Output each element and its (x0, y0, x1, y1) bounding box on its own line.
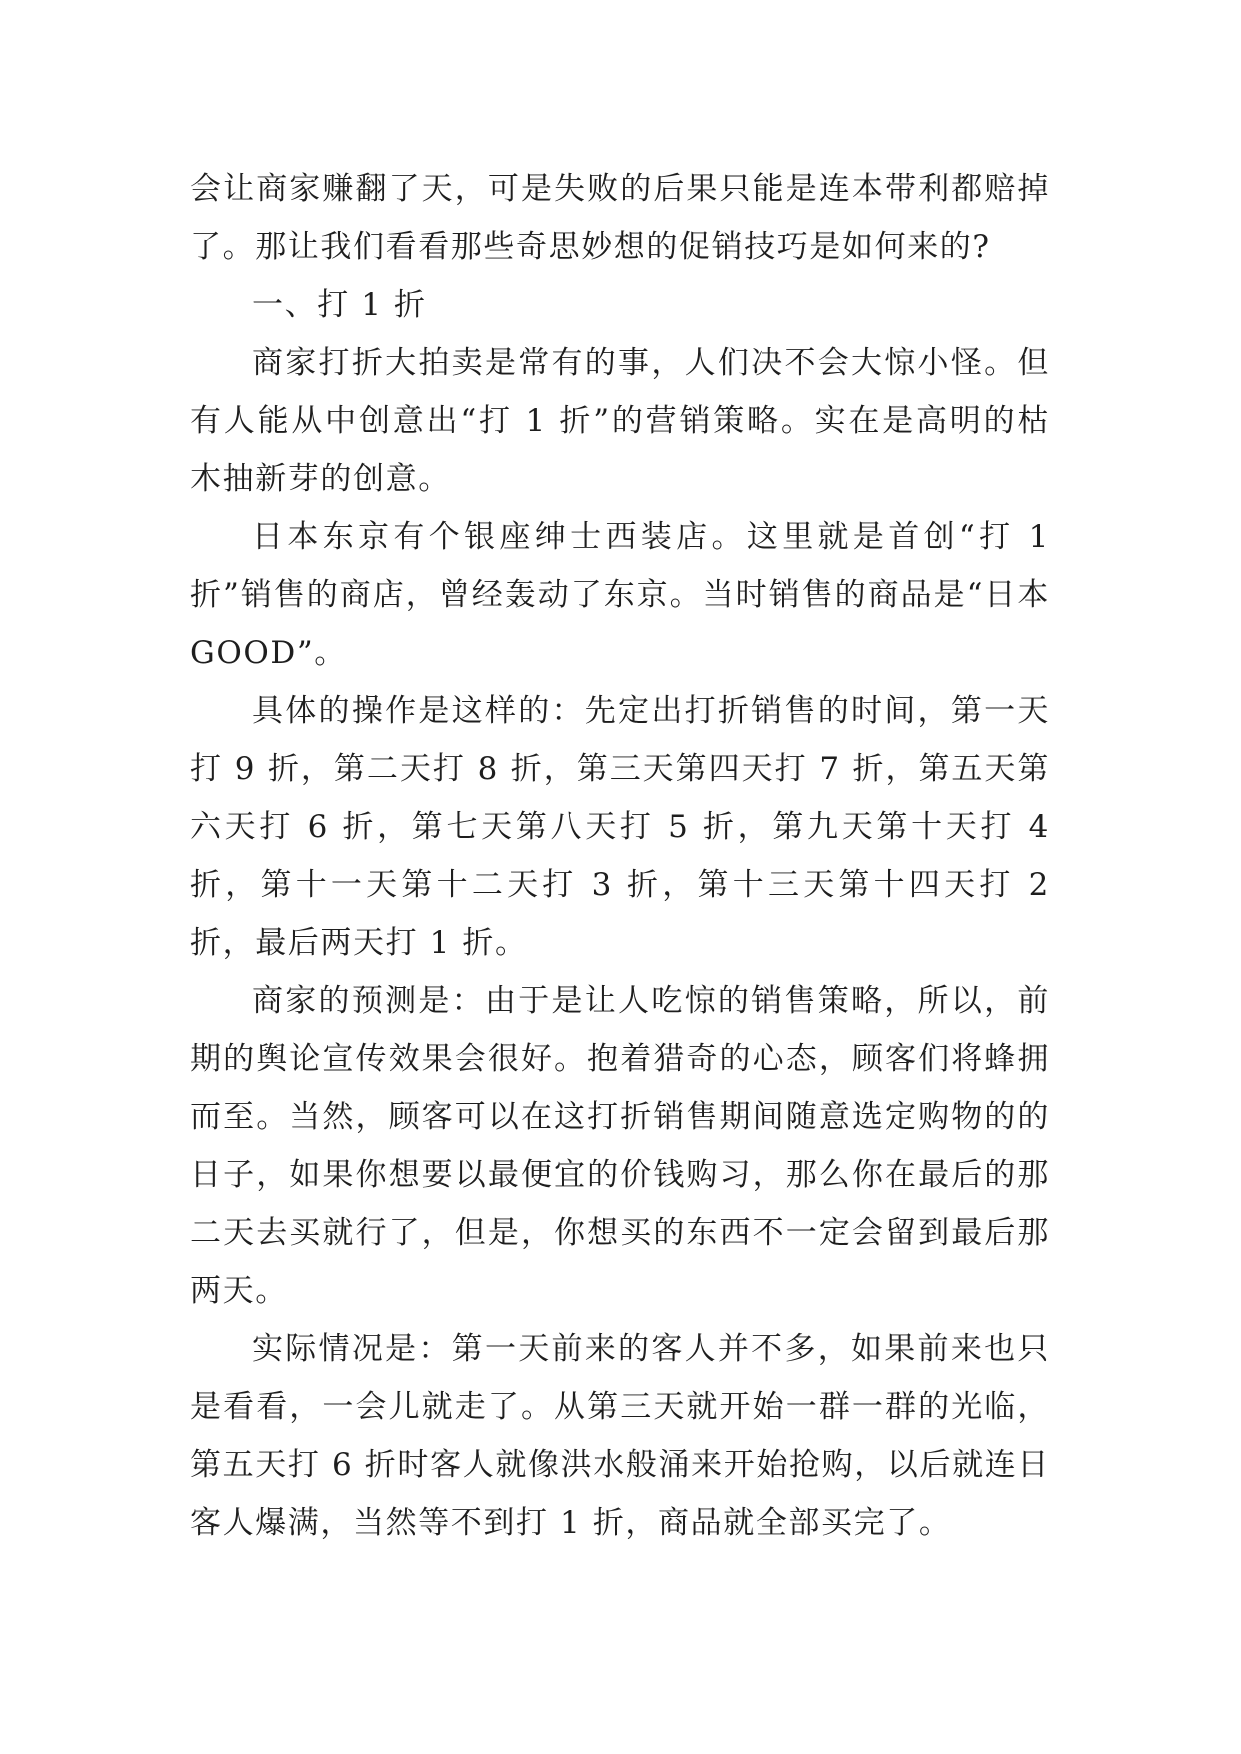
paragraph-schedule: 具体的操作是这样的：先定出打折销售的时间，第一天打 9 折，第二天打 8 折，第三天第四天打 7 折，第五天第六天打 6 折，第七天第八天打 5 折，第九天第十天打 4 折，第十一天第十二天打 3 折，第十三天第十四天打 2 折，最后两天打 1 折。 (190, 693, 1050, 961)
paragraph-continuation: 会让商家赚翻了天，可是失败的后果只能是连本带利都赔掉了。那让我们看看那些奇思妙想的促销技巧是如何来的? (190, 171, 1050, 265)
paragraph-intro: 商家打折大拍卖是常有的事，人们决不会大惊小怪。但有人能从中创意出“打 1 折”的营销策略。实在是高明的枯木抽新芽的创意。 (190, 345, 1050, 497)
section-heading: 一、打 1 折 (252, 287, 427, 323)
paragraph-store: 日本东京有个银座绅士西装店。这里就是首创“打 1 折”销售的商店，曾经轰动了东京。当时销售的商品是“日本GOOD”。 (190, 519, 1050, 671)
document-body (190, 160, 1050, 1552)
paragraph-outcome: 实际情况是：第一天前来的客人并不多，如果前来也只是看看，一会儿就走了。从第三天就开始一群一群的光临，第五天打 6 折时客人就像洪水般涌来开始抢购，以后就连日客人爆满，当然等不到打 1 折，商品就全部买完了。 (190, 1331, 1050, 1541)
paragraph-prediction: 商家的预测是：由于是让人吃惊的销售策略，所以，前期的舆论宣传效果会很好。抱着猎奇的心态，顾客们将蜂拥而至。当然，顾客可以在这打折销售期间随意选定购物的的日子，如果你想要以最便宜的价钱购习，那么你在最后的那二天去买就行了，但是，你想买的东西不一定会留到最后那两天。 (190, 983, 1050, 1309)
